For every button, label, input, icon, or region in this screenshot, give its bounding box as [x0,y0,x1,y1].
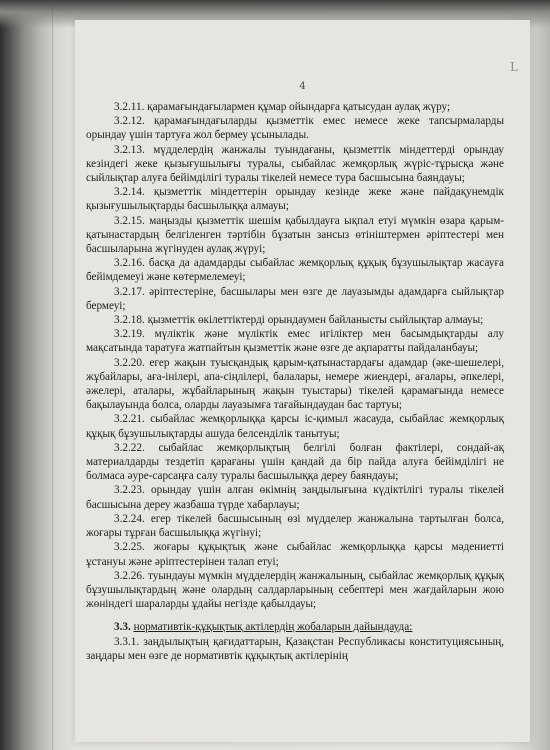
paragraph-text: сыбайлас жемқорлықтың белгілі болған фактілері, сондай-ақ материалдарды тездетіп қарағаны үшін қандай да бір пайда алуға бейімділігі не болмаса әуре-сарсаңға салу туралы басшылыққа дереу баяндауы; [86,441,505,483]
paragraph-list [86,100,504,611]
paragraph-item [86,114,504,142]
paragraph-number: 3.3.1. [114,635,140,648]
paragraph-3-3-1 [86,635,504,663]
paragraph-item [86,512,504,540]
paragraph-item [86,569,504,612]
paragraph-number: 3.2.16. [114,257,145,270]
paragraph-text: қарамағындағылармен құмар ойындарға қатысудан аулақ жүру; [147,101,451,113]
paragraph-item [86,143,504,186]
document-page [75,20,530,742]
paragraph-number: 3.2.15. [114,214,145,227]
paragraph-number: 3.2.18. [114,314,145,327]
paragraph-item [86,214,504,257]
paragraph-item [86,441,504,484]
paragraph-item [86,327,504,355]
page-number: 4 [299,81,306,92]
paragraph-number: 3.2.11. [114,101,145,113]
paragraph-text: қызметтік міндеттерін орындау кезінде жеке және пайдақунемдік қызығушылықтарды басшылыққа алмауы; [86,186,504,213]
paragraph-text: егер жақын туысқандық қарым-қатынастардағы адамдар (әке-шешелері, жұбайлары, аға-інілері, апа-сіңлілері, балалары, немере жиендері, ағалары, әпкелері, әжелері, аталары, жұбайларының жақын туыстары) тікелей қарамағында немесе бақылауында болса, оларды лауазымға тағайындаудан бас тартуы; [86,356,504,412]
paragraph-text: заңдылықтың қағидаттарын, Қазақстан Республикасы конституциясының, заңдары мен өзге де нормативтік құқықтық актілерінің [86,635,504,662]
paragraph-item [86,356,504,413]
paragraph-item [86,313,504,327]
paragraph-number: 3.2.25. [114,541,145,554]
paragraph-text: қарамағындағыларды қызметтік емес немесе жеке тапсырмаларды орындау үшін тартуға жол бермеу ұсынылады. [86,115,505,142]
paragraph-item [86,285,504,313]
paragraph-text: басқа да адамдарды сыбайлас жемқорлық құқық бұзушылықтар жасауға бейімдемеуі және көтермелемеуі; [86,257,504,284]
paragraph-number: 3.2.19. [114,328,145,341]
binding-edge [52,0,53,750]
paragraph-number: 3.2.21. [114,413,145,426]
paragraph-text: егер тікелей басшысының өзі мүдделер жанжалына тартылған болса, жоғары тұрған басшылыққа жүгінуі; [86,512,505,540]
paragraph-item [86,185,504,213]
corner-mark: L [510,60,518,74]
paragraph-number: 3.2.12. [114,115,145,128]
paragraph-item [86,256,504,284]
paragraph-number: 3.2.14. [114,186,145,199]
section-title: нормативтік-құқықтық актілердің жобаларын дайындауда: [133,621,413,634]
paragraph-text: туындауы мүмкін мүдделердің жанжалының, сыбайлас жемқорлық құқық бұзушылықтардың және олардың салдарларының себептері мен жағдайларын жою жөніндегі шараларды ұдайы негізде қабылдауы; [86,569,505,611]
paragraph-text: әріптестеріне, басшылары мен өзге де лауазымды адамдарға сыйлықтар бермеуі; [86,285,505,312]
paragraph-text: қызметтік өкілеттіктерді орындаумен байланысты сыйлықтар алмауы; [147,314,484,327]
paragraph-text: мүдделердің жанжалы туындағаны, қызметтік міндеттерді орындау кезіндегі жеке қызығушылығы туралы, сыбайлас жемқорлық жүріс-тұрысқа және сыйлықтар алуға бейімділігі туралы тікелей немесе тура басшысына баяндауы; [86,143,504,185]
paragraph-number: 3.2.26. [114,569,145,582]
section-number: 3.3. [114,621,131,634]
paragraph-item [86,483,504,511]
paragraph-text: жоғары құқықтық және сыбайлас жемқорлыққа қарсы мәдениетті ұстануы және әріптестерінен талап етуі; [86,541,504,568]
paragraph-number: 3.2.22. [114,441,145,454]
paragraph-text: орындау үшін алған өкімнің заңдылығына күдіктілігі туралы тікелей басшысына дереу жазбаша түрде хабарлауы; [86,484,505,511]
document-body [86,100,504,663]
paragraph-item [86,540,504,568]
paragraph-item [86,100,504,114]
paragraph-text: сыбайлас жемқорлыққа қарсы іс-қимыл жасауда, сыбайлас жемқорлық құқық бұзушылықтарды ашуда белсенділік танытуы; [86,413,505,440]
paragraph-number: 3.2.17. [114,285,145,298]
paragraph-text: мүліктік және мүліктік емес игіліктер мен басымдықтарды алу мақсатында таратуға жатпайтын қызметтік және өзге де ақпаратты пайдаланбауы; [86,328,505,355]
paragraph-item [86,412,504,440]
paragraph-number: 3.2.20. [114,356,145,369]
paragraph-number: 3.2.23. [114,484,145,497]
section-heading [86,620,504,634]
paragraph-number: 3.2.24. [114,512,145,525]
paragraph-number: 3.2.13. [114,143,145,156]
paragraph-text: маңызды қызметтік шешім қабылдауға ықпал етуі мүмкін өзара қарым-қатынастардың белгіленген тәртібін бұзатын зансыз өтініштермен әріптестері мен басшыларына жүгінуден аулақ жүруі; [86,214,505,256]
